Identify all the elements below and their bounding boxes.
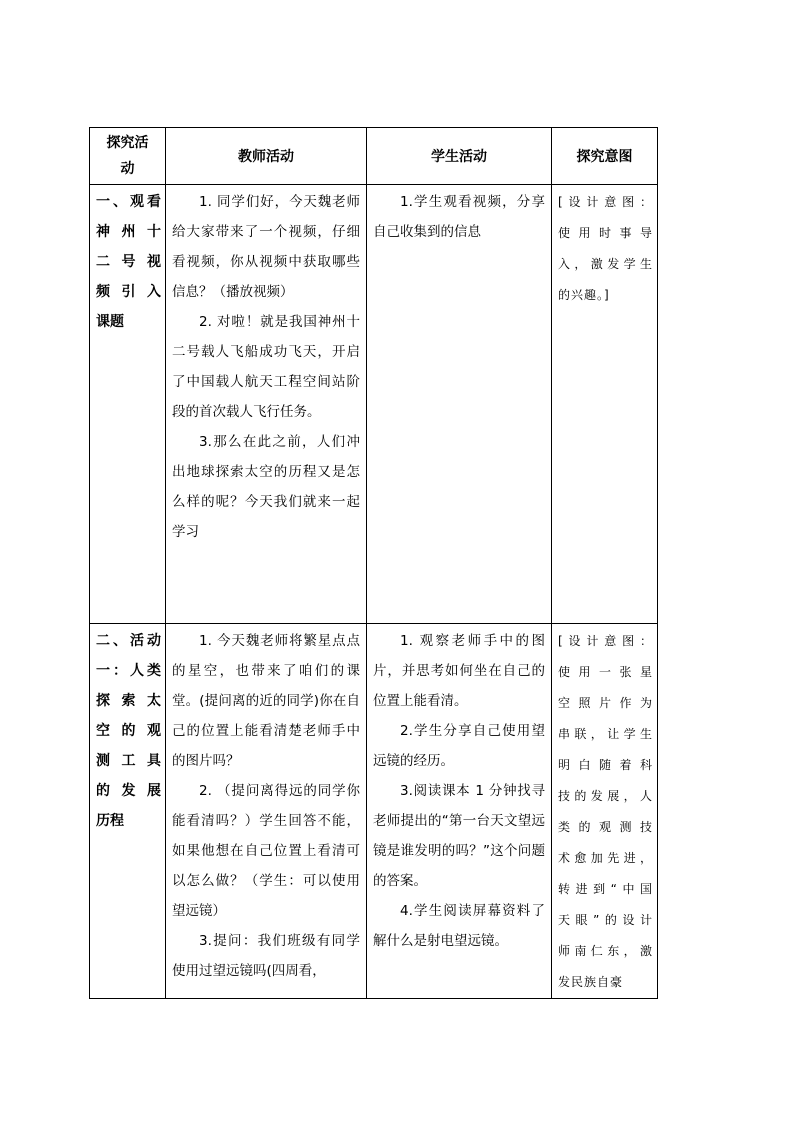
purpose-line: 技的发展，人	[558, 789, 653, 803]
teacher-activity-cell	[166, 624, 367, 999]
header-stage-label: 探究活动	[106, 135, 149, 177]
stage-line: 历程	[96, 813, 124, 829]
student-activity-cell	[367, 624, 552, 999]
teacher-paragraph: 2. （提问离得远的同学你能看清吗？）学生回答不能，如果他想在自己位置上看清可以怎么做？（学生：可以使用望远镜）	[172, 783, 360, 919]
student-paragraph: 3.阅读课本 1 分钟找寻老师提出的“第一台天文望远镜是谁发明的吗？”这个问题的答案。	[373, 783, 545, 889]
header-stage	[90, 128, 166, 185]
stage-cell	[90, 185, 166, 624]
stage-line: 课题	[96, 314, 124, 330]
header-student: 学生活动	[367, 128, 552, 185]
stage-line: 一、观看	[96, 194, 161, 210]
stage-cell	[90, 624, 166, 999]
stage-line: 空的观	[96, 723, 161, 739]
purpose-line: [设计意图：	[558, 195, 653, 209]
purpose-line: 类的观测技	[558, 820, 653, 834]
student-paragraph: 2.学生分享自己使用望远镜的经历。	[373, 723, 545, 769]
teacher-paragraph: 3.那么在此之前，人们冲出地球探索太空的历程又是怎么样的呢？今天我们就来一起学习	[172, 434, 360, 540]
teacher-paragraph: 1. 同学们好，今天魏老师给大家带来了一个视频，仔细看视频，你从视频中获取哪些信息？（播放视频）	[172, 194, 360, 300]
header-row	[90, 128, 658, 185]
stage-line: 一：人类	[96, 663, 161, 679]
purpose-line: 明白随着科	[558, 758, 653, 772]
header-teacher: 教师活动	[166, 128, 367, 185]
teacher-paragraph: 3.提问：我们班级有同学使用过望远镜吗(四周看，	[172, 933, 360, 979]
purpose-line: 入，激发学生	[558, 257, 653, 271]
purpose-line: 的兴趣。]	[558, 288, 610, 302]
table-row	[90, 185, 658, 624]
purpose-cell	[552, 185, 658, 624]
stage-line: 二号视	[96, 254, 161, 270]
purpose-line: 转进到“中国	[558, 882, 653, 896]
purpose-line: 天眼”的设计	[558, 913, 653, 927]
teacher-paragraph: 1. 今天魏老师将繁星点点的星空，也带来了咱们的课堂。(提问离的近的同学)你在自己的位置上能看清楚老师手中的图片吗？	[172, 633, 360, 769]
purpose-line: 串联，让学生	[558, 727, 653, 741]
purpose-line: 发民族自豪	[558, 975, 624, 989]
teacher-paragraph: 2. 对啦！就是我国神州十二号载人飞船成功飞天，开启了中国载人航天工程空间站阶段的首次载人飞行任务。	[172, 314, 360, 420]
stage-line: 的发展	[96, 783, 161, 799]
stage-line: 神州十	[96, 224, 161, 240]
purpose-line: 使用时事导	[558, 226, 653, 240]
header-purpose: 探究意图	[552, 128, 658, 185]
stage-line: 二、活动	[96, 633, 161, 649]
student-activity-cell	[367, 185, 552, 624]
teacher-activity-cell	[166, 185, 367, 624]
purpose-line: 使用一张星	[558, 665, 653, 679]
purpose-line: 空照片作为	[558, 696, 653, 710]
student-paragraph: 1. 观察老师手中的图片，并思考如何坐在自己的位置上能看清。	[373, 633, 545, 709]
purpose-cell	[552, 624, 658, 999]
stage-line: 测工具	[96, 753, 161, 769]
purpose-line: 术愈加先进，	[558, 851, 653, 865]
table-row	[90, 624, 658, 999]
purpose-line: 师南仁东，激	[558, 944, 653, 958]
stage-line: 频引入	[96, 284, 161, 300]
student-paragraph: 4.学生阅读屏幕资料了解什么是射电望远镜。	[373, 903, 545, 949]
student-paragraph: 1.学生观看视频，分享自己收集到的信息	[373, 194, 545, 240]
lesson-plan-table	[89, 127, 658, 999]
purpose-line: [设计意图：	[558, 634, 653, 648]
stage-line: 探索太	[96, 693, 161, 709]
